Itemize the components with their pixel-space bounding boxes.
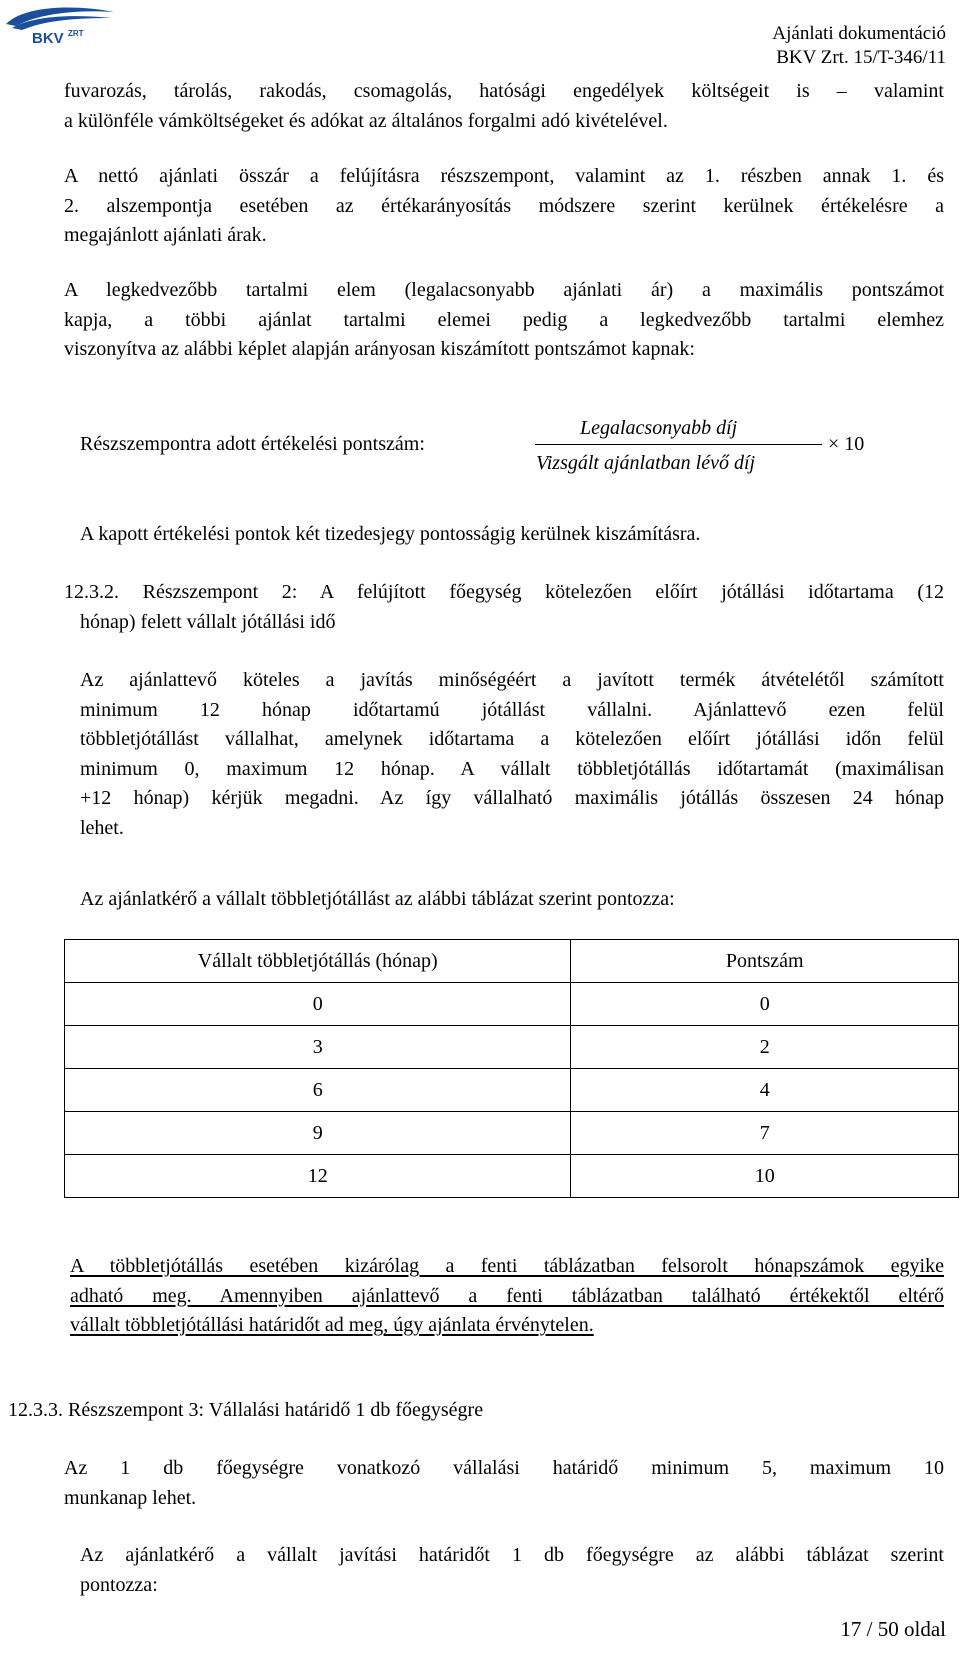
- table-cell-points: 4: [571, 1069, 959, 1112]
- paragraph-line: Az ajánlattevő köteles a javítás minőségéért a javított termék átvételétől számított: [80, 669, 944, 691]
- table-header-months: Vállalt többletjótállás (hónap): [65, 940, 571, 983]
- table-cell-points: 2: [571, 1026, 959, 1069]
- formula-multiplier: × 10: [828, 433, 865, 455]
- section-3-body: [64, 1454, 944, 1513]
- net-price-paragraph: [64, 162, 944, 251]
- table-cell-months: 12: [65, 1155, 571, 1198]
- logo-superscript: ZRT: [68, 29, 84, 38]
- paragraph-line: Az ajánlatkérő a vállalt javítási határidőt 1 db főegységre az alábbi táblázat szerint: [80, 1544, 944, 1566]
- best-element-paragraph: [64, 276, 944, 365]
- paragraph-line: megajánlott ajánlati árak.: [64, 224, 267, 246]
- doc-type: Ajánlati dokumentáció: [772, 23, 946, 44]
- paragraph-line: többletjótállást vállalhat, amelynek időtartama a kötelezően előírt jótállási időn felül: [80, 728, 944, 750]
- paragraph-line: viszonyítva az alábbi képlet alapján arányosan kiszámított pontszámot kapnak:: [64, 338, 695, 360]
- paragraph-line: minimum 0, maximum 12 hónap. A vállalt többletjótállás időtartamát (maximálisan: [80, 757, 944, 780]
- warranty-points-table: [64, 939, 959, 1198]
- warranty-note: [70, 1252, 944, 1341]
- paragraph-line: +12 hónap) kérjük megadni. Az így vállalható maximális jótállás összesen 24 hónap: [80, 787, 944, 809]
- note-text: adható meg. Amennyiben ajánlattevő a fenti táblázatban található értékektől eltérő: [70, 1284, 944, 1307]
- costs-paragraph: [64, 77, 944, 136]
- section-3-heading: 12.3.3. Részszempont 3: Vállalási határidő 1 db főegységre: [8, 1399, 484, 1421]
- note-text: A többletjótállás esetében kizárólag a fenti táblázatban felsorolt hónapszámok egyike: [70, 1255, 944, 1277]
- formula-label: Részszempontra adott értékelési pontszám:: [80, 433, 425, 455]
- heading-line: hónap) felett vállalt jótállási idő: [80, 610, 336, 633]
- table-cell-months: 9: [65, 1112, 571, 1155]
- formula-denominator: Vizsgált ajánlatban lévő díj: [536, 452, 756, 474]
- paragraph-line: 2. alszempontja esetében az értékarányosítás módszere szerint kerülnek értékelésre a: [64, 194, 944, 217]
- table-row: [65, 1026, 959, 1069]
- paragraph-line: a különféle vámköltségeket és adókat az általános forgalmi adó kivételével.: [64, 109, 668, 132]
- heading-line: 12.3.2. Részszempont 2: A felújított főegység kötelezően előírt jótállási időtartama (12: [64, 581, 944, 603]
- table-cell-months: 6: [65, 1069, 571, 1112]
- table-intro: Az ajánlatkérő a vállalt többletjótállást az alábbi táblázat szerint pontozza:: [80, 888, 675, 910]
- paragraph-line: minimum 12 hónap időtartamú jótállást vállalni. Ajánlattevő ezen felül: [80, 698, 944, 721]
- logo-text: BKV: [32, 30, 64, 46]
- note-line: [70, 1282, 944, 1312]
- decimals-paragraph: A kapott értékelési pontok két tizedesjegy pontosságig kerülnek kiszámításra.: [80, 523, 701, 545]
- table-cell-points: 7: [571, 1112, 959, 1155]
- paragraph-line: Az 1 db főegységre vonatkozó vállalási határidő minimum 5, maximum 10: [64, 1457, 944, 1479]
- note-text: vállalt többletjótállási határidőt ad meg, úgy ajánlata érvénytelen.: [70, 1314, 594, 1336]
- table-row: [65, 1112, 959, 1155]
- table-row: [65, 1155, 959, 1198]
- paragraph-line: A nettó ajánlati összár a felújításra részszempont, valamint az 1. részben annak 1. és: [64, 165, 944, 187]
- note-line: [70, 1311, 944, 1341]
- paragraph-line: kapja, a többi ajánlat tartalmi elemei pedig a legkedvezőbb tartalmi elemhez: [64, 308, 944, 331]
- table-row: [65, 983, 959, 1026]
- section-2-heading: [64, 578, 944, 637]
- paragraph-line: lehet.: [80, 816, 124, 839]
- note-line: [70, 1252, 944, 1282]
- doc-reference: BKV Zrt. 15/T-346/11: [776, 47, 946, 68]
- paragraph-line: A legkedvezőbb tartalmi elem (legalacsonyabb ajánlati ár) a maximális pontszámot: [64, 279, 944, 301]
- table-row: [65, 1069, 959, 1112]
- table-cell-points: 10: [571, 1155, 959, 1198]
- bkv-logo: [2, 2, 118, 46]
- formula-numerator: Legalacsonyabb díj: [580, 417, 738, 439]
- table-header-points: Pontszám: [571, 940, 959, 983]
- page-number: 17 / 50 oldal: [840, 1617, 946, 1641]
- paragraph-line: fuvarozás, tárolás, rakodás, csomagolás, hatósági engedélyek költségeit is – valamint: [64, 80, 944, 102]
- paragraph-line: pontozza:: [80, 1573, 158, 1596]
- table-header-row: [65, 940, 959, 983]
- table-cell-months: 3: [65, 1026, 571, 1069]
- section-2-body: [80, 666, 944, 843]
- fraction-bar: [535, 444, 822, 445]
- section-3-table-intro: [80, 1541, 944, 1600]
- table-cell-points: 0: [571, 983, 959, 1026]
- table-cell-months: 0: [65, 983, 571, 1026]
- paragraph-line: munkanap lehet.: [64, 1486, 197, 1509]
- document-header: [772, 22, 946, 70]
